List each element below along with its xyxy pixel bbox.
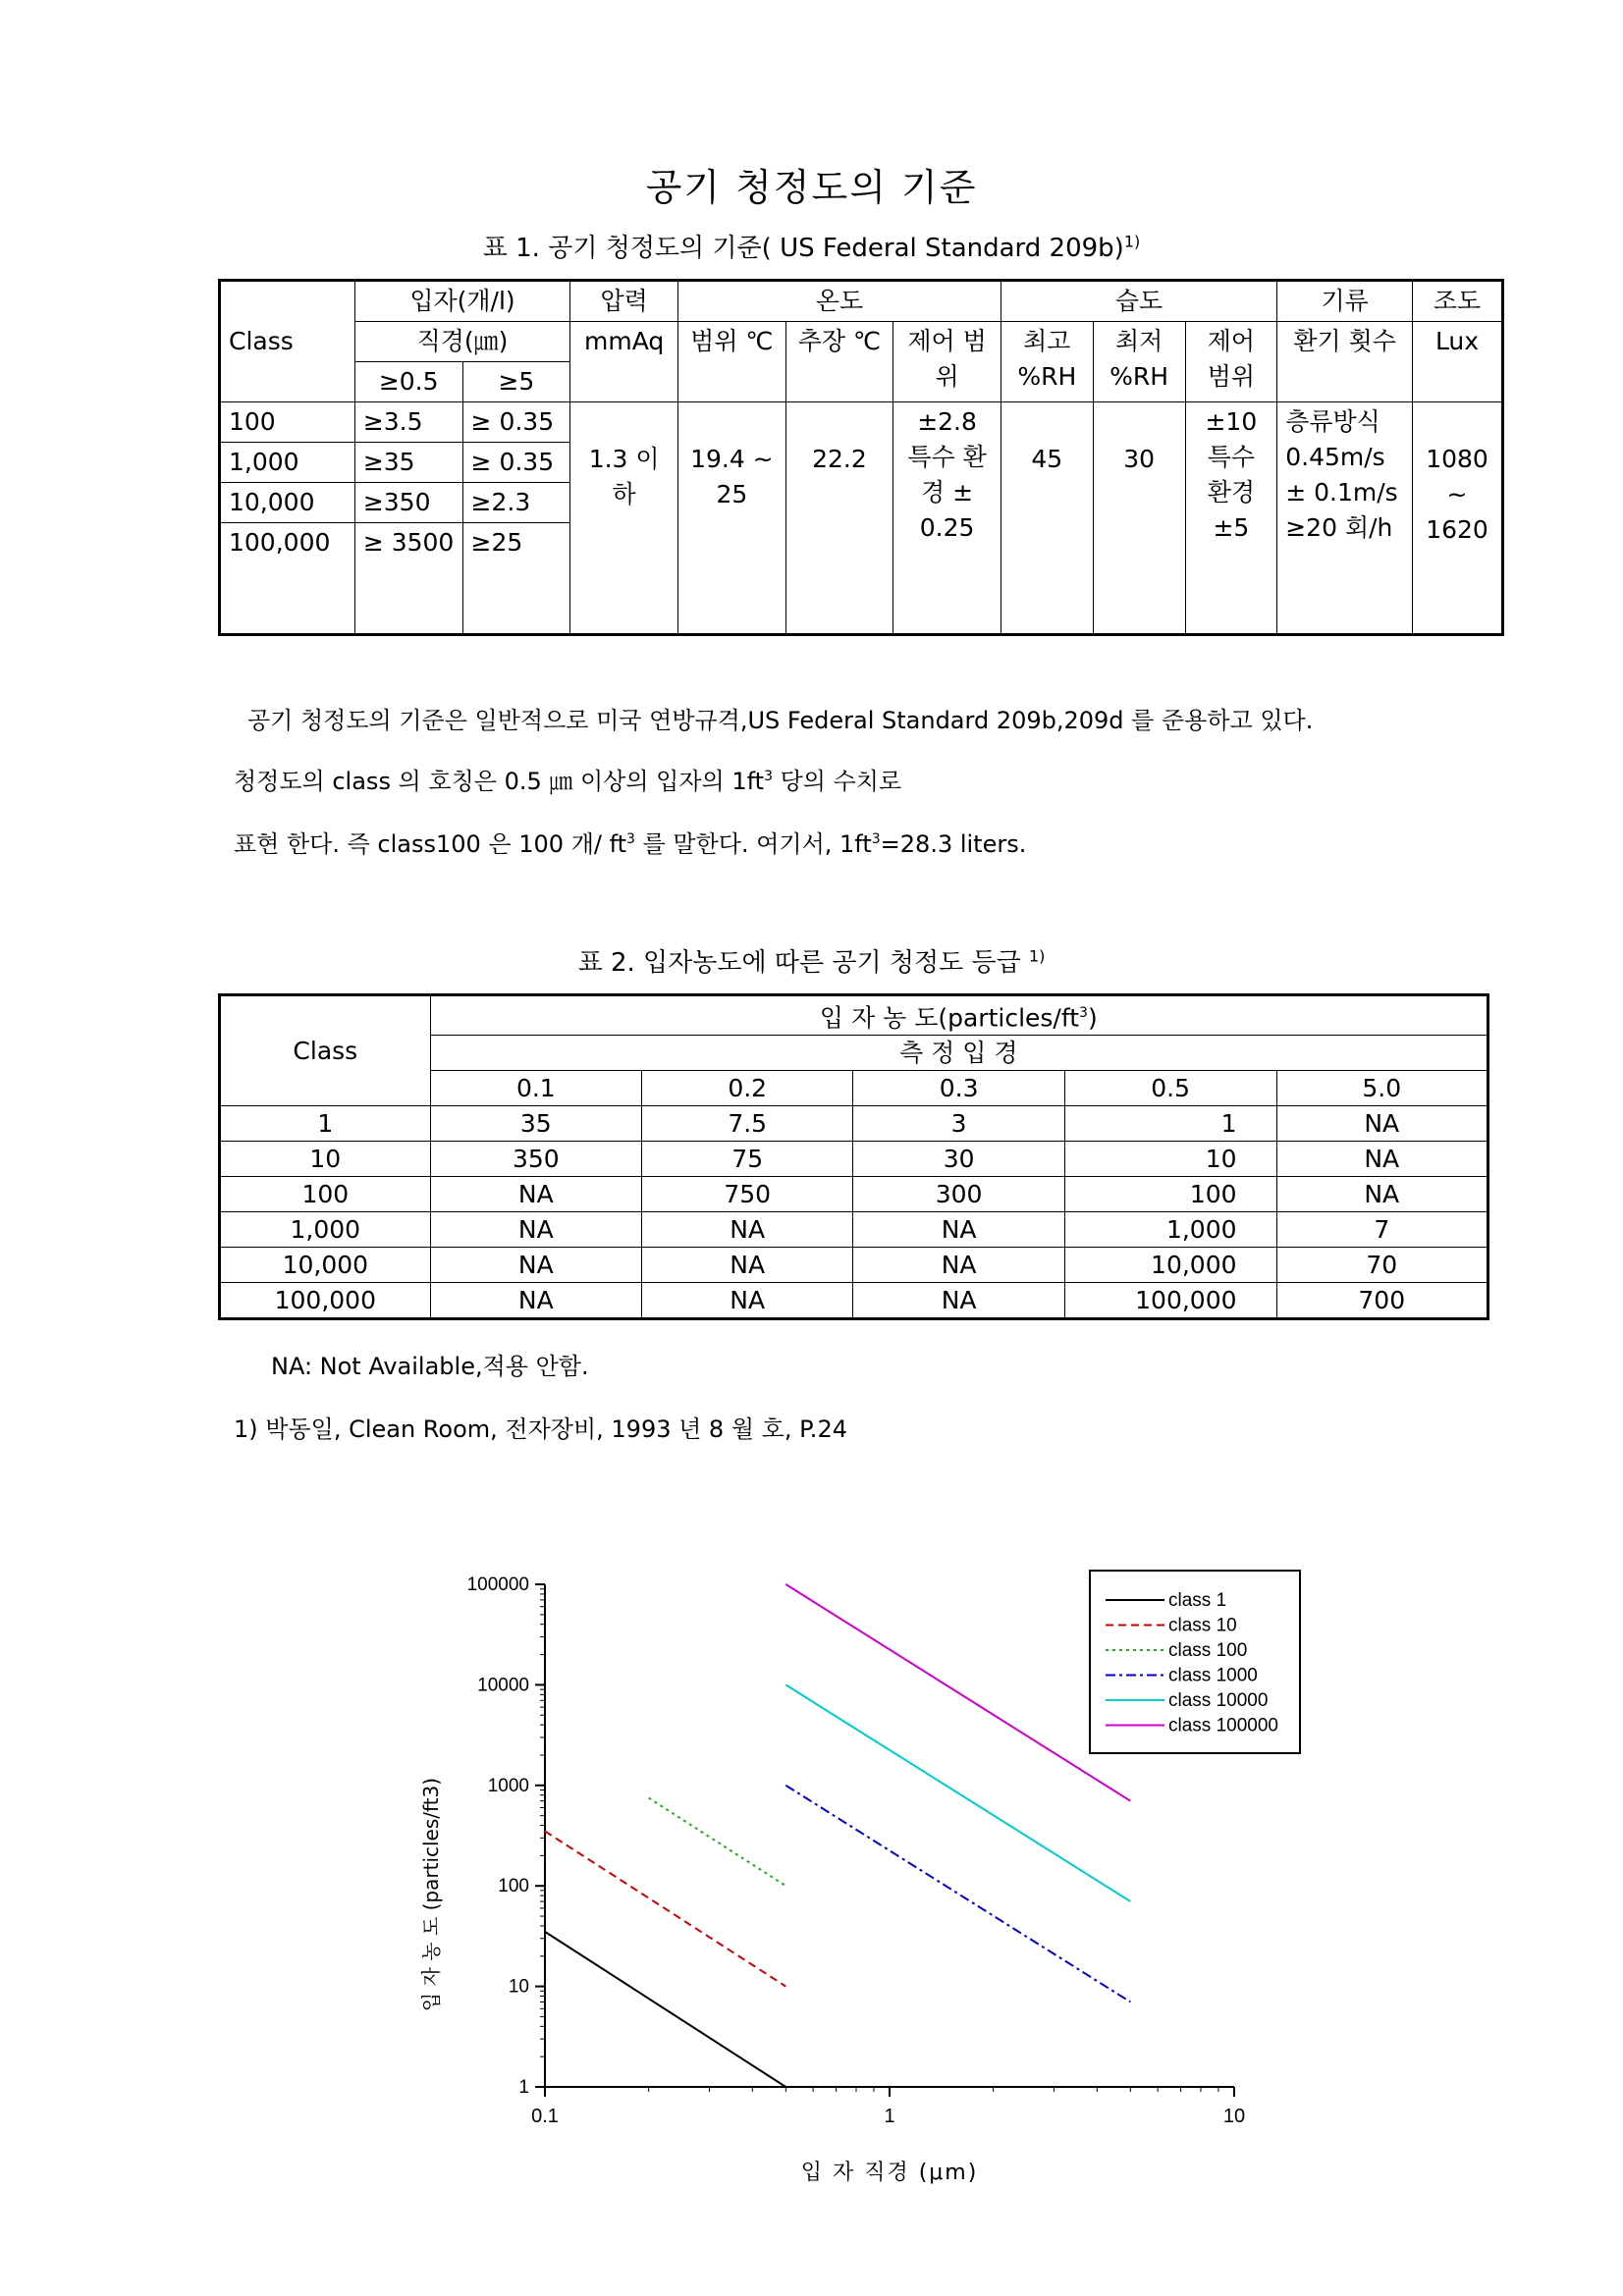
cell-value: NA xyxy=(430,1212,641,1248)
cell-value: 70 xyxy=(1276,1248,1488,1283)
y-axis-label: 입 자 농 도 (particles/ft3) xyxy=(419,1777,443,2012)
cell-pressure: 1.3 이하 xyxy=(570,402,678,635)
cell-value: NA xyxy=(642,1248,853,1283)
cell-class: 100 xyxy=(220,1177,431,1212)
x-tick-label: 0.1 xyxy=(531,2106,559,2127)
header-hum-min: 최저 %RH xyxy=(1093,322,1185,402)
cell-value: 7.5 xyxy=(642,1106,853,1142)
cell-p05: ≥3.5 xyxy=(354,402,462,443)
cell-class: 1 xyxy=(220,1106,431,1142)
header-size-1: 0.2 xyxy=(642,1071,853,1106)
cell-p05: ≥35 xyxy=(354,443,462,483)
header-pressure-unit: mmAq xyxy=(570,322,678,402)
cell-value: 100 xyxy=(1064,1177,1276,1212)
cell-p5: ≥2.3 xyxy=(462,483,570,523)
series-line-0 xyxy=(545,1932,785,2087)
x-tick-label: 10 xyxy=(1222,2106,1246,2127)
cell-value: NA xyxy=(430,1248,641,1283)
cell-value: NA xyxy=(642,1283,853,1319)
legend-label: class 1 xyxy=(1168,1590,1227,1611)
cell-value: 750 xyxy=(642,1177,853,1212)
cell-p5: ≥ 0.35 xyxy=(462,402,570,443)
cell-temp-control: ±2.8 특수 환경 ± 0.25 xyxy=(893,402,1001,635)
cell-class: 100,000 xyxy=(220,1283,431,1319)
cell-value: 75 xyxy=(642,1142,853,1177)
cell-class: 1,000 xyxy=(220,443,355,483)
series-line-2 xyxy=(649,1798,786,1887)
y-tick-label: 10 xyxy=(508,1976,529,1998)
cell-class: 100 xyxy=(220,402,355,443)
table1-caption: 표 1. 공기 청정도의 기준( US Federal Standard 209b)$^{1)}$ xyxy=(482,232,1141,263)
cell-p5: ≥25 xyxy=(462,523,570,635)
cell-class: 1,000 xyxy=(220,1212,431,1248)
cell-value: NA xyxy=(430,1177,641,1212)
cell-hum-min: 30 xyxy=(1093,402,1185,635)
cell-value: NA xyxy=(642,1212,853,1248)
header-particle: 입자(개/l) xyxy=(354,281,569,322)
cell-value: NA xyxy=(1276,1106,1488,1142)
cell-value: 700 xyxy=(1276,1283,1488,1319)
legend-label: class 10000 xyxy=(1168,1690,1269,1711)
x-axis-label: 입 자 직경 (μm) xyxy=(800,2161,979,2185)
cell-class: 10,000 xyxy=(220,1248,431,1283)
cell-class: 10 xyxy=(220,1142,431,1177)
header-airflow: 기류 xyxy=(1277,281,1413,322)
y-tick-label: 10000 xyxy=(477,1675,529,1696)
cell-p5: ≥ 0.35 xyxy=(462,443,570,483)
page-title: 공기 청정도의 기준 xyxy=(645,166,978,209)
cell-p05: ≥350 xyxy=(354,483,462,523)
cell-value: 7 xyxy=(1276,1212,1488,1248)
series-line-5 xyxy=(785,1584,1130,1801)
series-line-1 xyxy=(545,1831,785,1986)
header-size-0: 0.1 xyxy=(430,1071,641,1106)
header-size-4: 5.0 xyxy=(1276,1071,1488,1106)
legend-label: class 100 xyxy=(1168,1640,1248,1661)
cell-value: 100,000 xyxy=(1064,1283,1276,1319)
cell-value: 350 xyxy=(430,1142,641,1177)
header-class: Class xyxy=(220,995,431,1106)
cell-value: NA xyxy=(853,1212,1064,1248)
header-temp-recommended: 추장 ℃ xyxy=(785,322,893,402)
header-diameter: 직경(㎛) xyxy=(354,322,569,362)
series-line-3 xyxy=(785,1786,1130,2002)
cell-class: 100,000 xyxy=(220,523,355,635)
cell-value: 10,000 xyxy=(1064,1248,1276,1283)
header-humidity: 습도 xyxy=(1001,281,1276,322)
cell-value: NA xyxy=(1276,1177,1488,1212)
cell-temp-recommended: 22.2 xyxy=(785,402,893,635)
header-temperature: 온도 xyxy=(678,281,1001,322)
cell-lux: 1080 ~ 1620 xyxy=(1413,402,1503,635)
reference: 1) 박동일, Clean Room, 전자장비, 1993 년 8 월 호, P.24 xyxy=(234,1415,847,1443)
cell-value: 10 xyxy=(1064,1142,1276,1177)
header-illuminance: 조도 xyxy=(1413,281,1503,322)
header-air-exchange: 환기 횟수 xyxy=(1277,322,1413,402)
header-temp-control: 제어 범위 xyxy=(893,322,1001,402)
paragraph-line-3: 표현 한다. 즉 class100 은 100 개/ $ft^3$ 를 말한다. 여기서, $1ft^3=28.3$ liters. xyxy=(234,830,1027,858)
cell-value: 300 xyxy=(853,1177,1064,1212)
header-measure-size: 측 정 입 경 xyxy=(430,1036,1488,1071)
header-concentration: 입 자 농 도$(particles/ft^3)$ xyxy=(430,995,1488,1036)
cell-value: 1,000 xyxy=(1064,1212,1276,1248)
x-tick-label: 1 xyxy=(884,2106,895,2127)
cell-hum-max: 45 xyxy=(1001,402,1093,635)
y-tick-label: 1 xyxy=(518,2077,529,2098)
cell-class: 10,000 xyxy=(220,483,355,523)
legend-label: class 1000 xyxy=(1168,1665,1258,1686)
paragraph-line-1: 공기 청정도의 기준은 일반적으로 미국 연방규격,US Federal Standard 209b,209d 를 준용하고 있다. xyxy=(247,707,1314,734)
header-size-2: 0.3 xyxy=(853,1071,1064,1106)
y-tick-label: 1000 xyxy=(487,1775,529,1796)
cell-value: NA xyxy=(430,1283,641,1319)
cell-value: NA xyxy=(1276,1142,1488,1177)
cell-value: NA xyxy=(853,1248,1064,1283)
header-hum-control: 제어 범위 xyxy=(1185,322,1277,402)
cell-value: NA xyxy=(853,1283,1064,1319)
cell-temp-range: 19.4 ~ 25 xyxy=(678,402,786,635)
header-pressure: 압력 xyxy=(570,281,678,322)
table2-caption: 표 2. 입자농도에 따른 공기 청정도 등급 $^{1)}$ xyxy=(577,946,1046,978)
header-size-3: 0.5 xyxy=(1064,1071,1276,1106)
cell-hum-control: ±10 특수 환경 ±5 xyxy=(1185,402,1277,635)
header-class: Class xyxy=(220,281,355,402)
y-tick-label: 100000 xyxy=(466,1575,529,1595)
legend-label: class 100000 xyxy=(1168,1715,1278,1736)
header-d05: ≥0.5 xyxy=(354,362,462,402)
legend-label: class 10 xyxy=(1168,1615,1237,1636)
cell-airflow: 층류방식 0.45m/s ± 0.1m/s ≥20 회/h xyxy=(1277,402,1413,635)
header-d5: ≥5 xyxy=(462,362,570,402)
y-tick-label: 100 xyxy=(498,1876,529,1897)
cell-p05: ≥ 3500 xyxy=(354,523,462,635)
cell-value: 30 xyxy=(853,1142,1064,1177)
header-temp-range: 범위 ℃ xyxy=(678,322,786,402)
cell-value: 1 xyxy=(1064,1106,1276,1142)
header-lux-unit: Lux xyxy=(1413,322,1503,402)
paragraph-line-2: 청정도의 class 의 호칭은 0.5 ㎛ 이상의 입자의 $1ft^3$ 당의 수치로 xyxy=(234,768,902,795)
note: NA: Not Available,적용 안함. xyxy=(271,1353,589,1380)
cell-value: 3 xyxy=(853,1106,1064,1142)
series-line-4 xyxy=(785,1684,1130,1901)
cell-value: 35 xyxy=(430,1106,641,1142)
header-hum-max: 최고 %RH xyxy=(1001,322,1093,402)
